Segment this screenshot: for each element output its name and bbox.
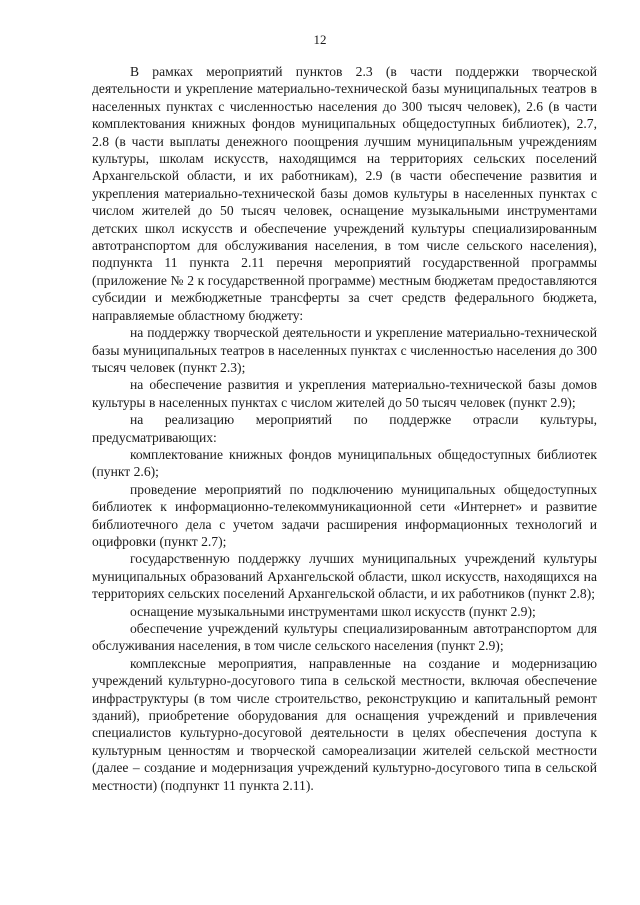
- document-body: [92, 63, 597, 794]
- paragraph-item-industry-support: на реализацию мероприятий по поддержке отрасли культуры, предусматривающих:: [92, 412, 597, 445]
- page-number: 12: [313, 32, 327, 47]
- paragraph-intro: В рамках мероприятий пунктов 2.3 (в части поддержки творческой деятельности и укрепление материально-технической базы муниципальных театров в населенных пунктах с численностью населения до 300 тысяч человек), 2.6 (в части комплектования книжных фондов муниципальных общедоступных библиотек), 2.7, 2.8 (в части выплаты денежного поощрения лучшим муниципальным учреждениям культуры, школам искусств, находящимся на территориях сельских поселений Архангельской области, и их работникам), 2.9 (в части обеспечение развития и укрепления материально-технической базы домов культуры в населенных пунктах с числом жителей до 50 тысяч человек, оснащение музыкальными инструментами детских школ искусств и обеспечение учреждений культуры специализированным автотранспортом для обслуживания населения, в том числе сельского населения), подпункта 11 пункта 2.11 перечня мероприятий государственной программы (приложение № 2 к государственной программе) местным бюджетам предоставляются субсидии и межбюджетные трансферты за счет средств федерального бюджета, направляемые областному бюджету:: [92, 64, 597, 323]
- paragraph-item-complex-measures: комплексные мероприятия, направленные на создание и модернизацию учреждений культурно-досугового типа в сельской местности, включая обеспечение инфраструктуры (в том числе строительство, реконструкцию и капитальный ремонт зданий), приобретение оборудования для оснащения учреждений и привлечения специалистов культурно-досуговой деятельности в целях обеспечения доступа к культурным ценностям и творческой самореализации жителей сельской местности (далее – создание и модернизация учреждений культурно-досугового типа в сельской местности) (подпункт 11 пункта 2.11).: [92, 655, 597, 793]
- paragraph-item-internet-libraries: проведение мероприятий по подключению муниципальных общедоступных библиотек к информационно-телекоммуникационной сети «Интернет» и развитие библиотечного дела с учетом задачи расширения информационных технологий и оцифровки (пункт 2.7);: [92, 481, 597, 549]
- paragraph-item-culture-houses: на обеспечение развития и укрепления материально-технической базы домов культуры в населенных пунктах с числом жителей до 50 тысяч человек (пункт 2.9);: [92, 377, 597, 410]
- paragraph-item-music-instruments: оснащение музыкальными инструментами школ искусств (пункт 2.9);: [130, 603, 536, 619]
- paragraph-item-theatres: на поддержку творческой деятельности и укрепление материально-технической базы муниципальных театров в населенных пунктах с численностью населения до 300 тысяч человек (пункт 2.3);: [92, 325, 597, 375]
- paragraph-item-state-support: государственную поддержку лучших муниципальных учреждений культуры муниципальных образований Архангельской области, школ искусств, находящихся на территориях сельских поселений Архангельской области, и их работников (пункт 2.8);: [92, 551, 597, 602]
- paragraph-item-library-funds: комплектование книжных фондов муниципальных общедоступных библиотек (пункт 2.6);: [92, 446, 597, 480]
- paragraph-item-vehicles: обеспечение учреждений культуры специализированным автотранспортом для обслуживания населения, в том числе сельского населения (пункт 2.9);: [92, 621, 597, 654]
